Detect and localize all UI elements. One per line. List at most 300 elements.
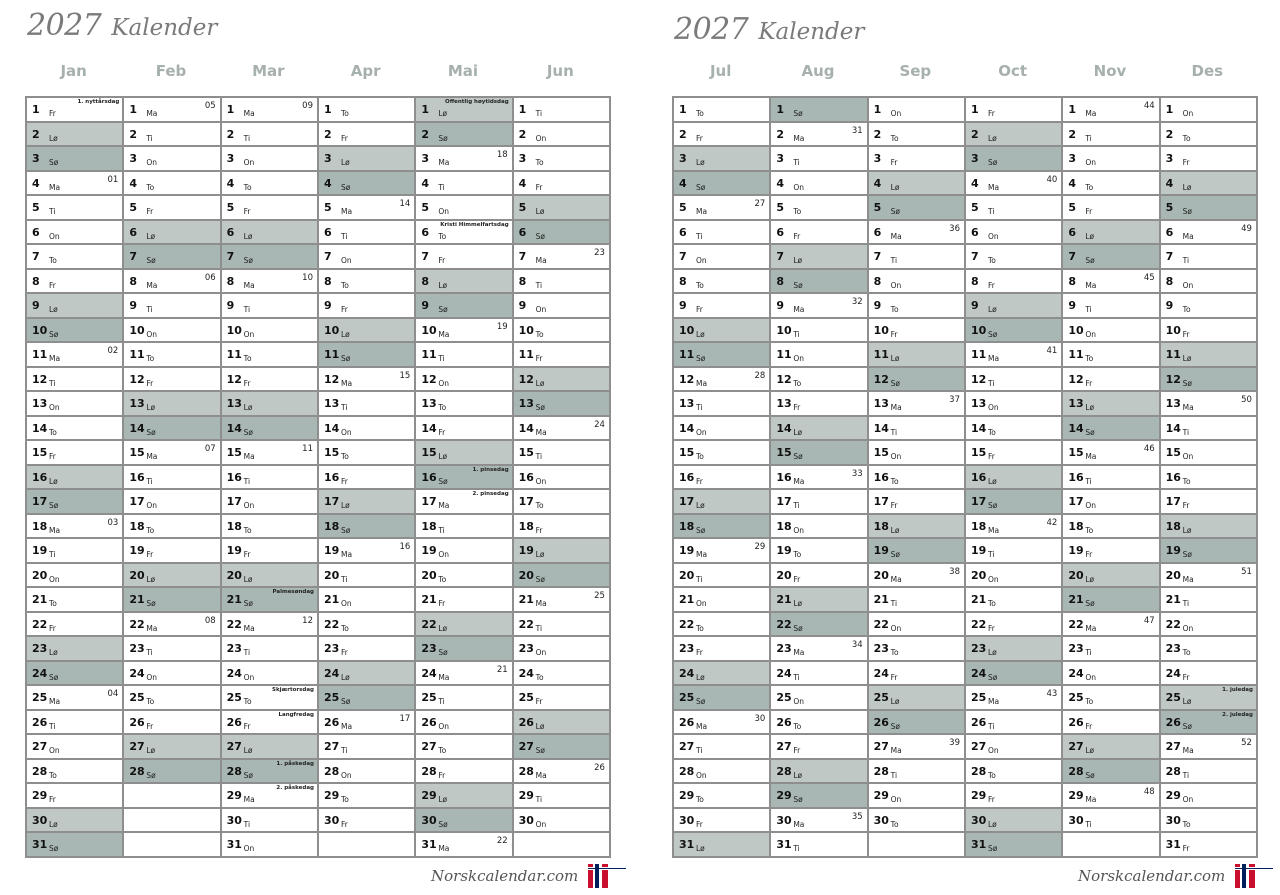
day-cell xyxy=(27,760,122,785)
weekday-label: Fr xyxy=(340,819,348,829)
day-cell xyxy=(1161,662,1256,687)
weekday-label: Sø xyxy=(49,672,59,682)
day-number: 28 xyxy=(32,764,48,778)
day-number: 10 xyxy=(32,323,48,337)
day-number: 26 xyxy=(873,715,889,729)
day-number: 14 xyxy=(776,421,792,435)
weekday-label: To xyxy=(1085,697,1094,707)
weekday-label: Fr xyxy=(146,378,154,388)
day-cell xyxy=(1063,417,1158,442)
day-number: 18 xyxy=(1165,519,1181,533)
day-cell xyxy=(416,319,511,344)
day-cell xyxy=(514,441,609,466)
weekday-label: Fr xyxy=(438,256,446,266)
weekday-label: Ti xyxy=(340,403,348,413)
day-number: 13 xyxy=(679,397,695,411)
week-number: 34 xyxy=(851,640,863,651)
day-number: 7 xyxy=(323,250,332,264)
day-number: 18 xyxy=(776,519,792,533)
day-number: 2 xyxy=(421,127,429,141)
weekday-label: Lø xyxy=(696,501,705,511)
weekday-label: On xyxy=(696,599,707,609)
day-number: 29 xyxy=(873,789,889,803)
day-number: 16 xyxy=(226,470,242,484)
day-cell xyxy=(966,539,1061,564)
day-cell xyxy=(416,515,511,540)
weekday-label: Sø xyxy=(340,697,351,707)
day-number: 12 xyxy=(129,372,145,386)
weekday-label: Ma xyxy=(793,476,805,486)
day-number: 18 xyxy=(32,519,48,533)
month-column-apr xyxy=(319,96,416,858)
weekday-label: On xyxy=(890,623,902,633)
empty-cell xyxy=(124,784,219,809)
weekday-label: Ma xyxy=(696,378,708,388)
weekday-label: On xyxy=(340,770,352,780)
day-number: 16 xyxy=(129,470,145,484)
day-cell xyxy=(869,96,964,123)
day-number: 2 xyxy=(518,127,527,141)
weekday-label: Sø xyxy=(340,354,351,364)
weekday-label: Ma xyxy=(49,525,61,535)
day-number: 30 xyxy=(1165,813,1181,827)
day-cell xyxy=(869,123,964,148)
day-cell xyxy=(869,319,964,344)
weekday-label: Ti xyxy=(696,403,703,413)
weekday-label: Fr xyxy=(890,329,898,339)
weekday-label: Sø xyxy=(243,427,254,437)
day-cell xyxy=(966,809,1061,834)
weekday-label: Ti xyxy=(696,231,703,241)
day-number: 27 xyxy=(1068,740,1084,754)
day-cell xyxy=(27,417,122,442)
weekday-label: Sø xyxy=(987,672,998,682)
day-cell xyxy=(27,245,122,270)
week-number: 47 xyxy=(1143,615,1155,626)
day-cell xyxy=(514,539,609,564)
day-cell xyxy=(27,784,122,809)
day-cell xyxy=(514,172,609,197)
day-number: 1 xyxy=(873,103,882,116)
weekday-label: To xyxy=(793,378,802,388)
day-cell xyxy=(966,196,1061,221)
day-cell xyxy=(771,564,866,589)
day-number: 10 xyxy=(776,323,792,337)
day-number: 5 xyxy=(679,201,687,215)
weekday-label: Sø xyxy=(793,452,803,462)
weekday-label: To xyxy=(696,623,704,633)
day-cell xyxy=(869,662,964,687)
weekday-label: Ti xyxy=(340,231,348,241)
weekday-label: On xyxy=(696,770,707,780)
day-cell xyxy=(416,466,511,491)
day-cell xyxy=(124,539,219,564)
day-cell xyxy=(674,123,769,148)
day-number: 19 xyxy=(1165,544,1181,558)
day-number: 4 xyxy=(1165,176,1174,190)
day-cell xyxy=(514,343,609,368)
empty-cell xyxy=(514,833,609,858)
weekday-label: Lø xyxy=(340,158,350,168)
day-cell xyxy=(27,466,122,491)
day-cell xyxy=(27,196,122,221)
weekday-label: Ma xyxy=(1182,574,1194,584)
day-cell xyxy=(966,270,1061,295)
weekday-label: Ti xyxy=(987,721,995,731)
brand-logo-text[interactable]: Norskcalendar.com xyxy=(431,867,579,885)
day-cell xyxy=(771,662,866,687)
day-cell xyxy=(1161,441,1256,466)
day-cell xyxy=(416,637,511,662)
week-number: 10 xyxy=(302,272,313,283)
day-number: 24 xyxy=(679,666,695,680)
weekday-label: To xyxy=(987,256,996,266)
day-cell xyxy=(514,294,609,319)
weekday-label: Ma xyxy=(438,501,450,511)
day-number: 6 xyxy=(1068,225,1076,239)
day-cell xyxy=(1161,809,1256,834)
week-number: 18 xyxy=(496,150,508,161)
day-number: 17 xyxy=(129,495,145,509)
month-header-jun: Jun xyxy=(546,62,574,80)
weekday-label: Fr xyxy=(49,623,56,633)
weekday-label: Fr xyxy=(438,599,446,609)
weekday-label: Ma xyxy=(987,354,1000,364)
month-header-nov: Nov xyxy=(1093,62,1127,80)
day-cell xyxy=(674,96,769,123)
day-cell xyxy=(771,147,866,172)
day-number: 22 xyxy=(129,617,145,631)
week-number: 07 xyxy=(204,444,216,455)
day-number: 28 xyxy=(226,764,242,778)
weekday-label: Ma xyxy=(987,525,1000,535)
day-cell xyxy=(966,588,1061,613)
weekday-label: To xyxy=(535,501,544,511)
day-number: 12 xyxy=(32,372,48,386)
weekday-label: Ma xyxy=(987,697,1000,707)
month-column-mar xyxy=(222,96,319,858)
day-number: 23 xyxy=(518,642,534,656)
day-number: 22 xyxy=(518,617,534,631)
day-cell xyxy=(1161,319,1256,344)
day-number: 12 xyxy=(323,372,340,386)
day-number: 13 xyxy=(1068,397,1084,411)
weekday-label: Sø xyxy=(793,795,803,805)
day-number: 26 xyxy=(323,715,340,729)
day-cell xyxy=(674,809,769,834)
day-number: 11 xyxy=(129,348,145,362)
day-cell xyxy=(1063,760,1158,785)
day-cell xyxy=(674,196,769,221)
weekday-label: Lø xyxy=(1182,354,1192,364)
day-cell xyxy=(1063,172,1158,197)
day-cell xyxy=(222,711,317,736)
day-cell xyxy=(869,441,964,466)
weekday-label: To xyxy=(146,182,155,192)
day-number: 15 xyxy=(873,446,889,460)
day-number: 26 xyxy=(518,715,534,729)
day-number: 12 xyxy=(518,372,534,386)
day-number: 9 xyxy=(776,299,784,313)
day-number: 20 xyxy=(679,568,695,582)
day-cell xyxy=(124,294,219,319)
day-number: 30 xyxy=(32,813,48,827)
day-cell xyxy=(222,760,317,785)
weekday-label: Lø xyxy=(696,329,705,339)
weekday-label: Fr xyxy=(49,109,56,118)
week-number: 35 xyxy=(851,811,863,822)
day-number: 29 xyxy=(323,789,340,803)
weekday-label: Sø xyxy=(987,501,998,511)
day-cell xyxy=(966,784,1061,809)
weekday-label: Ti xyxy=(1085,648,1092,658)
day-cell xyxy=(674,466,769,491)
weekday-label: Lø xyxy=(49,648,58,658)
weekday-label: On xyxy=(1182,280,1194,290)
weekday-label: To xyxy=(987,599,996,609)
day-number: 15 xyxy=(129,446,145,460)
day-number: 11 xyxy=(226,348,242,362)
day-cell xyxy=(27,147,122,172)
title-word: Kalender xyxy=(111,15,218,41)
weekday-label: Sø xyxy=(49,158,59,168)
week-number: 23 xyxy=(594,248,605,259)
day-cell xyxy=(1063,637,1158,662)
day-cell xyxy=(27,270,122,295)
day-number: 4 xyxy=(129,176,137,190)
day-cell xyxy=(771,466,866,491)
holiday-label: Langfredag xyxy=(278,711,314,718)
day-number: 24 xyxy=(421,666,437,680)
weekday-label: Ma xyxy=(890,403,902,413)
day-cell xyxy=(319,294,414,319)
day-number: 15 xyxy=(323,446,340,460)
month-column-mai xyxy=(416,96,513,858)
day-cell xyxy=(124,662,219,687)
day-cell xyxy=(966,221,1061,246)
weekday-label: Ti xyxy=(340,574,348,584)
day-number: 18 xyxy=(421,519,437,533)
day-cell xyxy=(124,270,219,295)
week-number: 26 xyxy=(594,762,605,773)
weekday-label: Lø xyxy=(890,525,900,535)
weekday-label: Lø xyxy=(49,476,58,486)
weekday-label: Fr xyxy=(987,280,995,290)
weekday-label: Fr xyxy=(243,550,251,560)
week-number: 14 xyxy=(399,199,411,210)
day-number: 21 xyxy=(518,593,534,607)
day-cell xyxy=(124,392,219,417)
day-cell xyxy=(222,392,317,417)
weekday-label: To xyxy=(793,721,802,731)
weekday-label: To xyxy=(535,329,544,339)
day-number: 18 xyxy=(323,519,340,533)
holiday-label: 1. nyttårsdag xyxy=(77,99,120,105)
day-number: 27 xyxy=(970,740,987,754)
weekday-label: To xyxy=(146,525,155,535)
day-cell xyxy=(514,392,609,417)
day-number: 1 xyxy=(970,103,979,116)
day-cell xyxy=(869,735,964,760)
day-number: 3 xyxy=(776,152,784,166)
weekday-label: Lø xyxy=(438,109,448,118)
day-number: 1 xyxy=(323,103,332,116)
day-cell xyxy=(869,368,964,393)
weekday-label: Sø xyxy=(535,231,545,241)
footer-left xyxy=(431,862,608,890)
day-cell xyxy=(319,564,414,589)
day-number: 5 xyxy=(776,201,784,215)
weekday-label: On xyxy=(438,550,449,560)
day-number: 1 xyxy=(129,103,137,116)
day-cell xyxy=(514,147,609,172)
weekday-label: On xyxy=(1182,623,1194,633)
weekday-label: Sø xyxy=(146,599,156,609)
day-number: 20 xyxy=(1068,568,1084,582)
day-number: 26 xyxy=(129,715,145,729)
holiday-label: 2. pinsedag xyxy=(472,491,509,498)
weekday-label: To xyxy=(438,231,447,241)
holiday-label: 2. påskedag xyxy=(276,785,314,792)
week-number: 29 xyxy=(754,542,766,553)
day-number: 3 xyxy=(1165,152,1174,166)
day-number: 8 xyxy=(970,274,979,288)
weekday-label: Ma xyxy=(793,648,805,658)
weekday-label: Ma xyxy=(1085,452,1097,462)
day-cell xyxy=(869,221,964,246)
weekday-label: To xyxy=(696,280,704,290)
day-cell xyxy=(771,711,866,736)
week-number: 05 xyxy=(204,101,216,111)
weekday-label: To xyxy=(49,427,57,437)
weekday-label: To xyxy=(1182,133,1191,143)
month-header-mar: Mar xyxy=(252,62,285,80)
day-number: 11 xyxy=(323,348,340,362)
weekday-label: Lø xyxy=(146,403,156,413)
day-cell xyxy=(771,368,866,393)
day-cell xyxy=(869,196,964,221)
day-number: 2 xyxy=(32,127,40,141)
weekday-label: Lø xyxy=(1182,525,1192,535)
day-cell xyxy=(771,245,866,270)
holiday-label: 1. juledag xyxy=(1222,687,1253,694)
title-year: 2027 xyxy=(27,8,102,43)
weekday-label: Ma xyxy=(793,819,805,829)
weekday-label: To xyxy=(49,770,57,780)
day-number: 12 xyxy=(776,372,792,386)
month-headers xyxy=(25,62,609,84)
day-number: 20 xyxy=(32,568,48,582)
brand-logo-text[interactable]: Norskcalendar.com xyxy=(1078,867,1226,885)
day-cell xyxy=(966,147,1061,172)
weekday-label: Sø xyxy=(696,525,706,535)
day-number: 23 xyxy=(679,642,695,656)
day-number: 14 xyxy=(873,421,889,435)
day-cell xyxy=(1161,784,1256,809)
month-column-jul xyxy=(674,96,771,858)
weekday-label: Ma xyxy=(438,672,450,682)
day-cell xyxy=(869,270,964,295)
weekday-label: Ma xyxy=(146,623,158,633)
day-cell xyxy=(869,515,964,540)
day-cell xyxy=(869,760,964,785)
day-number: 11 xyxy=(776,348,792,362)
day-number: 10 xyxy=(518,323,534,337)
weekday-label: Ma xyxy=(438,844,450,854)
day-cell xyxy=(771,686,866,711)
day-number: 23 xyxy=(323,642,340,656)
day-number: 11 xyxy=(679,348,695,362)
footer-right xyxy=(1078,862,1255,890)
day-cell xyxy=(869,588,964,613)
day-number: 8 xyxy=(1068,274,1076,288)
day-cell xyxy=(1161,147,1256,172)
day-cell xyxy=(674,221,769,246)
weekday-label: Lø xyxy=(438,623,448,633)
day-number: 8 xyxy=(129,274,137,288)
weekday-label: Ma xyxy=(49,697,61,707)
day-cell xyxy=(674,515,769,540)
day-number: 27 xyxy=(226,740,242,754)
day-cell xyxy=(966,441,1061,466)
day-number: 1 xyxy=(1068,103,1076,116)
weekday-label: To xyxy=(890,819,899,829)
weekday-label: To xyxy=(340,280,349,290)
day-number: 13 xyxy=(873,397,889,411)
weekday-label: To xyxy=(49,599,57,609)
day-number: 5 xyxy=(518,201,527,215)
weekday-label: To xyxy=(146,354,155,364)
day-cell xyxy=(966,686,1061,711)
month-column-nov xyxy=(1063,96,1160,858)
day-cell xyxy=(222,735,317,760)
day-cell xyxy=(514,711,609,736)
weekday-label: Lø xyxy=(987,476,997,486)
month-header-jan: Jan xyxy=(60,62,87,80)
day-number: 21 xyxy=(970,593,987,607)
weekday-label: On xyxy=(49,403,60,413)
day-number: 17 xyxy=(323,495,340,509)
weekday-label: Ma xyxy=(340,550,353,560)
day-number: 4 xyxy=(226,176,235,190)
weekday-label: Ti xyxy=(49,721,56,731)
day-cell xyxy=(1063,270,1158,295)
day-cell xyxy=(222,245,317,270)
day-number: 18 xyxy=(873,519,889,533)
week-number: 25 xyxy=(594,591,605,602)
day-number: 22 xyxy=(226,617,242,631)
day-number: 19 xyxy=(226,544,242,558)
month-header-oct: Oct xyxy=(998,62,1028,80)
day-cell xyxy=(1161,245,1256,270)
week-number: 16 xyxy=(399,542,411,553)
weekday-label: Lø xyxy=(793,599,803,609)
day-number: 16 xyxy=(32,470,48,484)
weekday-label: Sø xyxy=(793,109,803,118)
day-cell xyxy=(771,515,866,540)
day-cell xyxy=(674,613,769,638)
day-number: 8 xyxy=(32,274,40,288)
weekday-label: On xyxy=(1085,672,1096,682)
week-number: 51 xyxy=(1241,566,1252,577)
day-number: 22 xyxy=(873,617,889,631)
weekday-label: To xyxy=(535,158,544,168)
weekday-label: Fr xyxy=(1182,158,1190,168)
weekday-label: To xyxy=(890,476,899,486)
day-cell xyxy=(966,96,1061,123)
day-number: 21 xyxy=(129,593,145,607)
day-cell xyxy=(514,735,609,760)
